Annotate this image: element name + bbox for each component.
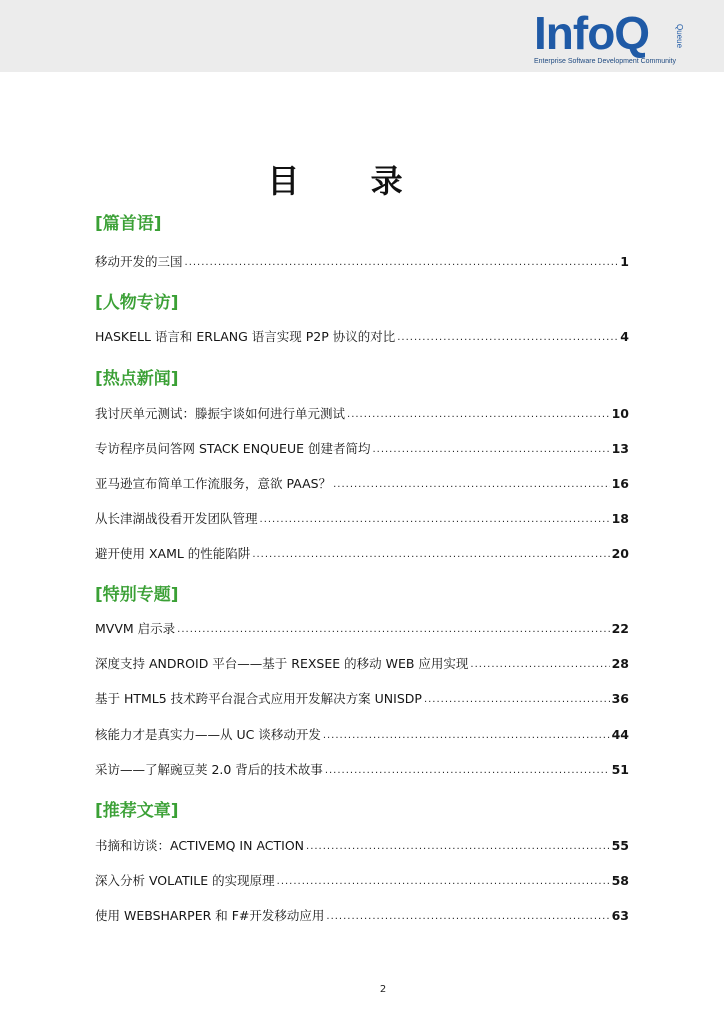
toc-entry[interactable] <box>95 907 629 923</box>
header-band <box>0 0 724 72</box>
toc-entry[interactable] <box>95 405 629 421</box>
toc-leader-dots <box>277 876 610 888</box>
toc-entry-title: 移动开发的三国 <box>95 254 183 269</box>
toc-entry[interactable] <box>95 690 629 706</box>
toc-entry-page: 22 <box>611 621 629 636</box>
section-heading: [推荐文章] <box>95 801 179 821</box>
toc-entry-title: 亚马逊宣布简单工作流服务，意欲 PAAS？ <box>95 476 332 491</box>
toc-entry-page: 10 <box>611 406 629 421</box>
toc-entry[interactable] <box>95 440 629 456</box>
toc-entry-title: 深入分析 VOLATILE 的实现原理 <box>95 873 275 888</box>
toc-entry-title: 书摘和访谈：ACTIVEMQ IN ACTION <box>95 838 305 853</box>
logo-wordmark: InfoQ <box>534 7 650 59</box>
toc-entry-page: 16 <box>611 476 629 491</box>
toc-entry[interactable] <box>95 620 629 636</box>
toc-entry[interactable] <box>95 761 629 777</box>
toc-entry-page: 18 <box>611 511 629 526</box>
toc-entry[interactable] <box>95 253 629 269</box>
toc-entry[interactable] <box>95 475 629 491</box>
toc-entry[interactable] <box>95 837 629 853</box>
toc-entry-title: 采访——了解豌豆荚 2.0 背后的技术故事 <box>95 762 323 777</box>
toc-entry[interactable] <box>95 726 629 742</box>
toc-entry-page: 28 <box>611 656 629 671</box>
toc-entry-page: 36 <box>611 691 629 706</box>
toc-leader-dots <box>177 624 609 636</box>
toc-leader-dots <box>397 332 618 344</box>
toc-leader-dots <box>333 479 609 491</box>
page-number: 2 <box>379 984 387 995</box>
toc-entry[interactable] <box>95 510 629 526</box>
toc-leader-dots <box>326 911 609 923</box>
toc-leader-dots <box>424 694 610 706</box>
logo-side-text: Queue <box>675 24 684 49</box>
toc-leader-dots <box>306 841 610 853</box>
toc-leader-dots <box>470 659 609 671</box>
toc-entry-page: 4 <box>620 329 629 344</box>
toc-entry-page: 1 <box>620 254 629 269</box>
toc-entry-title: 基于 HTML5 技术跨平台混合式应用开发解决方案 UNISDP <box>95 691 422 706</box>
toc-entry-title: 核能力才是真实力——从 UC 谈移动开发 <box>95 727 321 742</box>
toc-leader-dots <box>372 444 609 456</box>
toc-entry-page: 13 <box>611 441 629 456</box>
toc-entry-page: 44 <box>611 727 629 742</box>
toc-entry-title: 避开使用 XAML 的性能陷阱 <box>95 546 251 561</box>
toc-leader-dots <box>323 730 610 742</box>
toc-entry[interactable] <box>95 872 629 888</box>
toc-entry-title: 从长津湖战役看开发团队管理 <box>95 511 258 526</box>
infoq-logo <box>534 8 694 68</box>
toc-entry[interactable] <box>95 655 629 671</box>
toc-entry-page: 63 <box>611 908 629 923</box>
section-heading: [特别专题] <box>95 585 179 605</box>
toc-leader-dots <box>260 514 610 526</box>
toc-entry-page: 55 <box>611 838 629 853</box>
toc-leader-dots <box>185 257 619 269</box>
logo-subtitle: Enterprise Software Development Community <box>534 58 677 65</box>
toc-entry-title: 深度支持 ANDROID 平台——基于 REXSEE 的移动 WEB 应用实现 <box>95 656 469 671</box>
toc-title: 目 录 <box>267 162 433 200</box>
toc-entry-title: 使用 WEBSHARPER 和 F#开发移动应用 <box>95 908 325 923</box>
toc-entry[interactable] <box>95 328 629 344</box>
toc-leader-dots <box>252 549 609 561</box>
toc-entry-title: MVVM 启示录 <box>95 621 176 636</box>
toc-leader-dots <box>347 409 610 421</box>
toc-entry-page: 58 <box>611 873 629 888</box>
toc-entry[interactable] <box>95 545 629 561</box>
toc-entry-title: HASKELL 语言和 ERLANG 语言实现 P2P 协议的对比 <box>95 329 396 344</box>
toc-entry-title: 我讨厌单元测试：滕振宇谈如何进行单元测试 <box>95 406 346 421</box>
toc-entry-page: 20 <box>611 546 629 561</box>
toc-entry-page: 51 <box>611 762 629 777</box>
section-heading: [篇首语] <box>95 214 162 234</box>
section-heading: [人物专访] <box>95 293 179 313</box>
toc-leader-dots <box>325 765 610 777</box>
toc-entry-title: 专访程序员问答网 STACK ENQUEUE 创建者简均 <box>95 441 371 456</box>
section-heading: [热点新闻] <box>95 369 179 389</box>
